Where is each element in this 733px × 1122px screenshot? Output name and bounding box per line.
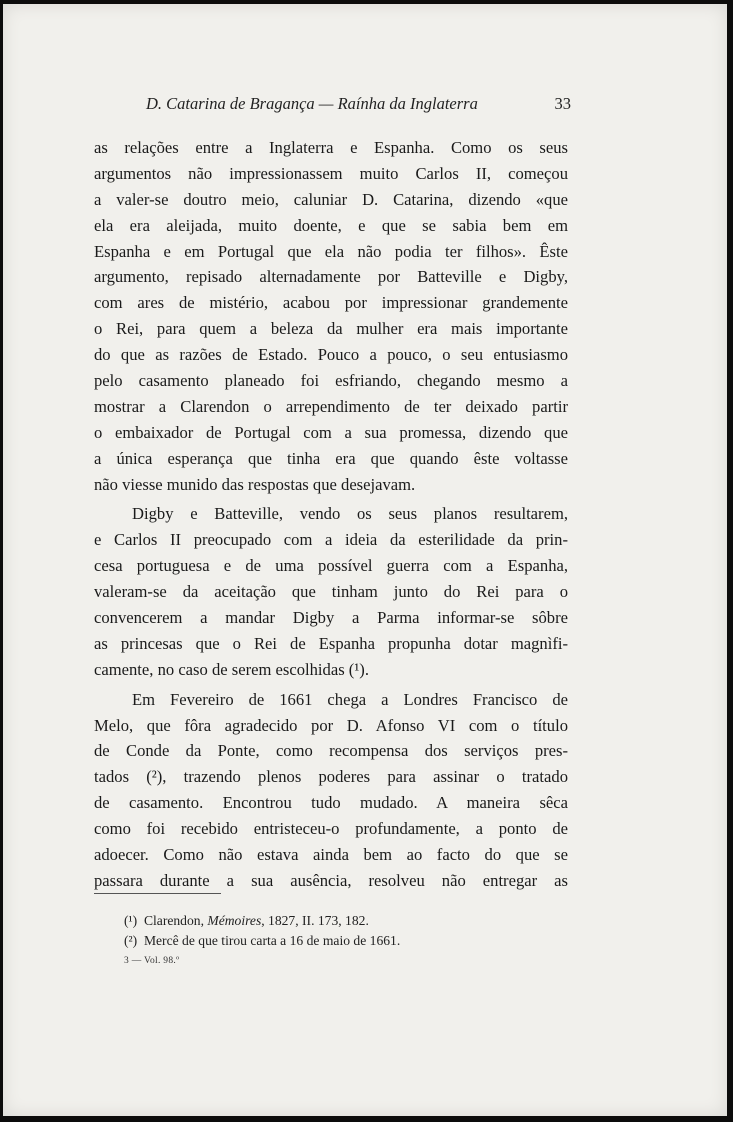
- text-line: não viesse munido das respostas que desejavam.: [94, 474, 416, 494]
- text-line: como foi recebido entristeceu-o profundamente, a ponto de: [94, 819, 568, 839]
- text-line: pelo casamento planeado foi esfriando, chegando mesmo a: [94, 371, 568, 391]
- text-line: argumentos não impressionassem muito Carlos II, começou: [94, 163, 568, 183]
- footnote-2: [124, 931, 564, 951]
- text-line: passara durante a sua ausência, resolveu não entregar as: [94, 870, 568, 890]
- text-line: e Carlos II preocupado com a ideia da esterilidade da prin-: [94, 530, 568, 550]
- text-line: as relações entre a Inglaterra e Espanha. Como os seus: [94, 138, 568, 157]
- text-line: valeram-se da aceitação que tinham junto do Rei para o: [94, 582, 568, 602]
- text-line: Digby e Batteville, vendo os seus planos resultarem,: [132, 504, 568, 524]
- scanned-page: [3, 4, 727, 1116]
- footnote-work-title: Mémoires: [207, 913, 262, 928]
- text-line: adoecer. Como não estava ainda bem ao facto do que se: [94, 845, 568, 865]
- footnote-text: Mercê de que tirou carta a 16 de maio de 1661.: [143, 932, 401, 948]
- text-line: a valer-se doutro meio, caluniar D. Catarina, dizendo «que: [94, 189, 568, 209]
- text-line: as princesas que o Rei de Espanha propunha dotar magnìfi-: [94, 633, 568, 653]
- text-line: Espanha e em Portugal que ela não podia ter filhos». Êste: [94, 241, 568, 261]
- footnote-text: , 1827, II. 173, 182.: [261, 913, 369, 928]
- text-line: o embaixador de Portugal com a sua promessa, dizendo que: [94, 422, 568, 442]
- printer-signature: 3 — Vol. 98.º: [124, 956, 180, 966]
- footnote-marker: (²): [124, 932, 138, 948]
- text-line: de Conde da Ponte, como recompensa dos serviços pres-: [94, 741, 568, 761]
- footnote-text: Clarendon,: [143, 913, 208, 928]
- page-number: 33: [554, 94, 571, 113]
- text-line: mostrar a Clarendon o arrependimento de ter deixado partir: [94, 396, 568, 416]
- text-line: Em Fevereiro de 1661 chega a Londres Francisco de: [132, 689, 568, 709]
- footnote-divider: [94, 893, 221, 894]
- text-line: o Rei, para quem a beleza da mulher era mais importante: [94, 319, 568, 339]
- text-line: ela era aleijada, muito doente, e que se sabia bem em: [94, 215, 568, 235]
- text-line: de casamento. Encontrou tudo mudado. A maneira sêca: [94, 793, 568, 813]
- text-line: cesa portuguesa e de uma possível guerra com a Espanha,: [94, 556, 568, 576]
- text-line: tados (²), trazendo plenos poderes para assinar o tratado: [94, 767, 568, 787]
- footnote-1: [124, 911, 564, 931]
- footnote-marker: (¹): [124, 913, 138, 928]
- text-line: Melo, que fôra agradecido por D. Afonso VI com o título: [94, 715, 568, 735]
- text-line: do que as razões de Estado. Pouco a pouco, o seu entusiasmo: [94, 345, 568, 365]
- body-text: [94, 135, 568, 894]
- footnotes: [124, 911, 564, 950]
- text-line: camente, no caso de serem escolhidas (¹).: [94, 659, 369, 679]
- text-line: a única esperança que tinha era que quando êste voltasse: [94, 448, 568, 468]
- running-head: [146, 94, 571, 118]
- text-line: com ares de mistério, acabou por impressionar grandemente: [94, 293, 568, 313]
- running-head-title: D. Catarina de Bragança — Raínha da Inglaterra: [146, 94, 478, 113]
- text-line: convencerem a mandar Digby a Parma informar-se sôbre: [94, 608, 568, 628]
- text-line: argumento, repisado alternadamente por Batteville e Digby,: [94, 267, 568, 287]
